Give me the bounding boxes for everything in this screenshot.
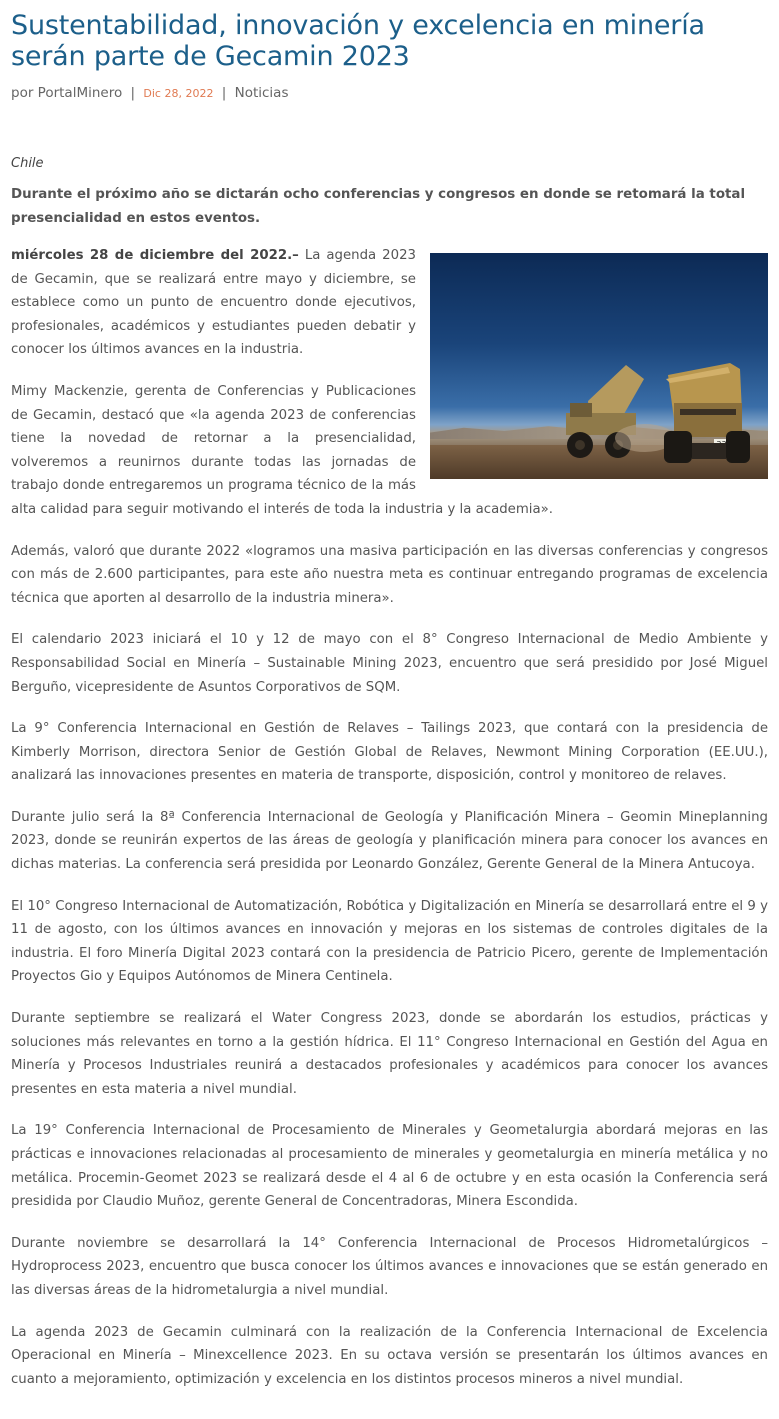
article-paragraph: Durante julio será la 8ª Conferencia Internacional de Geología y Planificación Minera – Geomin Mineplanning 2023, donde se reunirán expertos de las áreas de geología y planificación minera para conocer los avances en dichas materias. La conferencia será presidida por Leonardo González, Gerente General de la Minera Antucoya. xyxy=(11,809,768,873)
article-title: Sustentabilidad, innovación y excelencia en minería serán parte de Gecamin 2023 xyxy=(11,10,705,72)
dateline: miércoles 28 de diciembre del 2022.– xyxy=(11,248,299,263)
article-paragraph: La 9° Conferencia Internacional en Gestión de Relaves – Tailings 2023, que contará con la presidencia de Kimberly Morrison, directora Senior de Gestión Global de Relaves, Newmont Mining Corporation (EE.UU.), analizará las innovaciones presentes en materia de transporte, disposición, control y monitoreo de relaves. xyxy=(11,721,768,784)
article-country: Chile xyxy=(11,156,44,171)
article-paragraph: La 19° Conferencia Internacional de Procesamiento de Minerales y Geometalurgia abordará mejoras en las prácticas e innovaciones relacionadas al procesamiento de minerales y geometalurgia en minería metálica y no metálica. Procemin-Geomet 2023 se realizará desde el 4 al 6 de octubre y en esta ocasión la Conferencia será presidida por Claudio Muñoz, gerente General de Concentradoras, Minera Escondida. xyxy=(11,1123,768,1210)
article-paragraph: El calendario 2023 iniciará el 10 y 12 de mayo con el 8° Congreso Internacional de Medio Ambiente y Responsabilidad Social en Minería – Sustainable Mining 2023, encuentro que será presidido por José Miguel Berguño, vicepresidente de Asuntos Corporativos de SQM. xyxy=(11,632,768,695)
article-paragraph: Durante noviembre se desarrollará la 14° Conferencia Internacional de Procesos Hidrometalúrgicos –Hydroprocess 2023, encuentro que busca conocer los últimos avances e innovaciones que se están generado en las diversas áreas de la hidrometalurgia a nivel mundial. xyxy=(11,1235,768,1298)
article-paragraph: Además, valoró que durante 2022 «logramos una masiva participación en las diversas conferencias y congresos con más de 2.600 participantes, para este año nuestra meta es continuar entregando programas de excelencia técnica que aporten al desarrollo de la industria minera». xyxy=(11,543,768,606)
article-meta xyxy=(11,84,768,103)
trucks-illustration xyxy=(430,253,768,479)
article xyxy=(0,10,779,1391)
dump-truck-front xyxy=(664,363,750,463)
meta-separator: | xyxy=(130,85,136,101)
meta-separator: | xyxy=(221,85,227,101)
article-paragraph: El 10° Congreso Internacional de Automatización, Robótica y Digitalización en Minería se desarrollará entre el 9 y 11 de agosto, con los últimos avances en innovación y mejoras en los sistemas de controles digitales de la industria. El foro Minería Digital 2023 contará con la presidencia de Patricio Picero, gerente de Implementación Proyectos Gio y Equipos Autónomos de Minera Centinela. xyxy=(11,898,768,985)
article-paragraph: Mimy Mackenzie, gerenta de Conferencias y Publicaciones de Gecamin, destacó que «la agenda 2023 de conferencias tiene la novedad de retornar a la presencialidad, volveremos a reunirnos durante todas las jornadas de trabajo donde entregaremos un programa técnico de la más alta calidad para seguir motivando el interés de toda la industria y la academia». xyxy=(11,383,553,517)
publish-date: Dic 28, 2022 xyxy=(143,87,214,100)
article-paragraph: La agenda 2023 de Gecamin culminará con la realización de la Conferencia Internacional de Excelencia Operacional en Minería – Minexcellence 2023. En su octava versión se presentarán los últimos avances en cuanto a mejoramiento, optimización y excelencia en los distintos procesos mineros a nivel mundial. xyxy=(11,1324,768,1387)
paragraph-text: La agenda 2023 de Gecamin, que se realizará entre mayo y diciembre, se establece como un punto de encuentro donde ejecutivos, profesionales, académicos y estudiantes pueden debatir y conocer los últimos avances en la industria. xyxy=(11,248,416,358)
article-paragraph: Durante septiembre se realizará el Water Congress 2023, donde se abordarán los estudios, prácticas y soluciones más relevantes en torno a la gestión hídrica. El 11° Congreso Internacional en Gestión del Agua en Minería y Procesos Industriales reunirá a destacados profesionales y académicos para conocer los avances presentes en esta materia a nivel mundial. xyxy=(11,1011,768,1097)
article-lead: Durante el próximo año se dictarán ocho conferencias y congresos en donde se retomará la total presencialidad en estos eventos. xyxy=(11,187,746,226)
mining-trucks-photo xyxy=(430,253,768,479)
category-link[interactable]: Noticias xyxy=(234,85,289,101)
author-link[interactable]: por PortalMinero xyxy=(11,85,123,101)
